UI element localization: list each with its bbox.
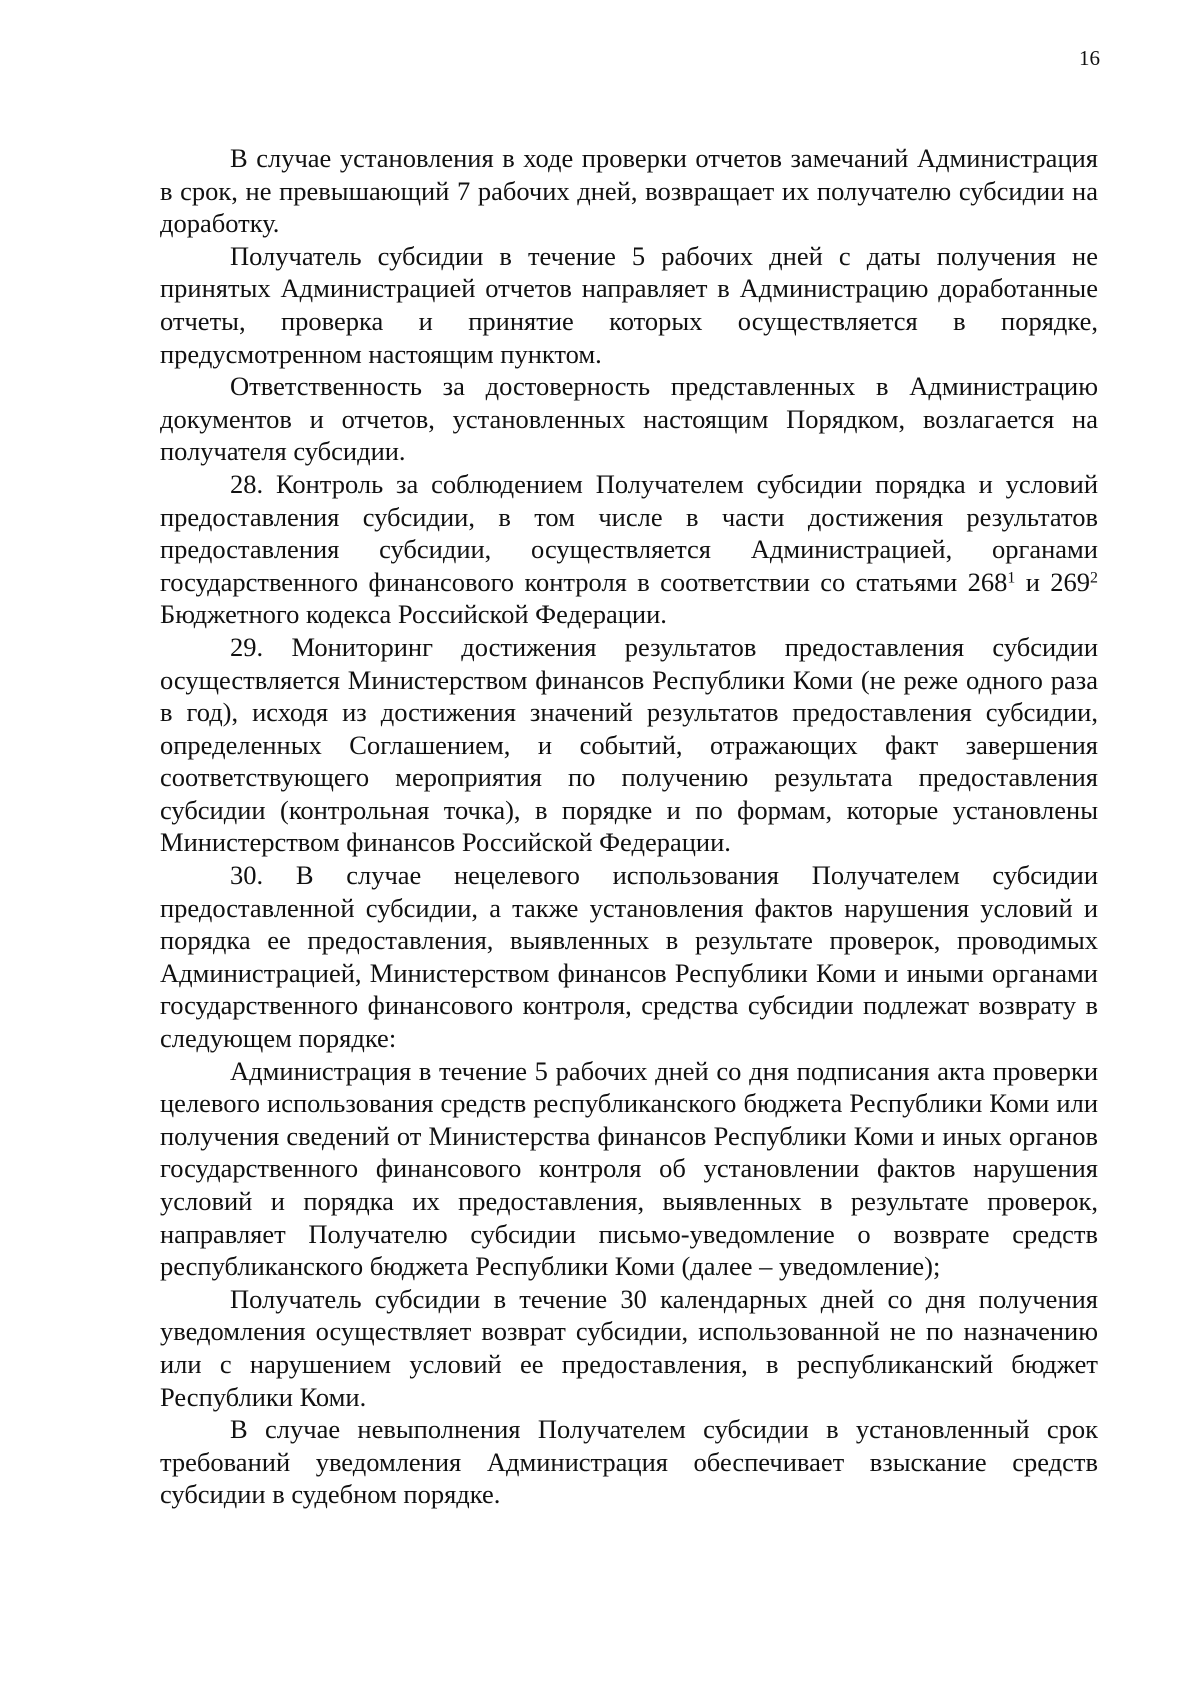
paragraph-report-remarks: В случае установления в ходе проверки отчетов замечаний Администрация в срок, не превышающий 7 рабочих дней, возвращает их получателю субсидии на доработку. (160, 143, 1098, 239)
footnote-superscript-2: 2 (1090, 568, 1098, 586)
paragraph-item-29: 29. Мониторинг достижения результатов предоставления субсидии осуществляется Министерством финансов Республики Коми (не реже одного раза в год), исходя из достижения значений результатов предоставления субсидии, определенных Соглашением, и событий, отражающих факт завершения соответствующего мероприятия по получению результата предоставления субсидии (контрольная точка), в порядке и по формам, которые установлены Министерством финансов Российской Федерации. (160, 631, 1098, 858)
paragraph-court-recovery: В случае невыполнения Получателем субсидии в установленный срок требований уведомления Администрация обеспечивает взыскание средств субсидии в судебном порядке. (160, 1414, 1098, 1510)
paragraph-recipient-refund: Получатель субсидии в течение 30 календарных дней со дня получения уведомления осуществляет возврат субсидии, использованной не по назначению или с нарушением условий ее предоставления, в республиканский бюджет Республики Коми. (160, 1283, 1098, 1412)
item-28-text-mid: и 269 (1015, 566, 1091, 597)
paragraph-revised-reports: Получатель субсидии в течение 5 рабочих дней с даты получения не принятых Администрацией отчетов направляет в Администрацию доработанные отчеты, проверка и принятие которых осуществляется в порядке, предусмотренном настоящим пунктом. (160, 240, 1098, 369)
item-28-text-end: Бюджетного кодекса Российской Федерации. (160, 599, 667, 630)
paragraph-item-28 (160, 468, 1098, 631)
paragraph-item-30: 30. В случае нецелевого использования Получателем субсидии предоставленной субсидии, а также установления фактов нарушения условий и порядка ее предоставления, выявленных в результате проверок, проводимых Администрацией, Министерством финансов Республики Коми и иными органами государственного финансового контроля, средства субсидии подлежат возврату в следующем порядке: (160, 860, 1098, 1054)
page-number: 16 (1079, 46, 1100, 70)
item-28-text-start: 28. Контроль за соблюдением Получателем субсидии порядка и условий предоставления субсидии, в том числе в части достижения результатов предоставления субсидии, осуществляется Администрацией, органами государственного финансового контроля в соответствии со статьями 268 (160, 468, 1098, 597)
document-body (160, 142, 1098, 1511)
footnote-superscript-1: 1 (1007, 568, 1016, 586)
paragraph-administration-notice: Администрация в течение 5 рабочих дней со дня подписания акта проверки целевого использования средств республиканского бюджета Республики Коми или получения сведений от Министерства финансов Республики Коми и иных органов государственного финансового контроля об установлении фактов нарушения условий и порядка их предоставления, выявленных в результате проверок, направляет Получателю субсидии письмо-уведомление о возврате средств республиканского бюджета Республики Коми (далее – уведомление); (160, 1055, 1098, 1282)
paragraph-responsibility: Ответственность за достоверность представленных в Администрацию документов и отчетов, установленных настоящим Порядком, возлагается на получателя субсидии. (160, 371, 1098, 467)
